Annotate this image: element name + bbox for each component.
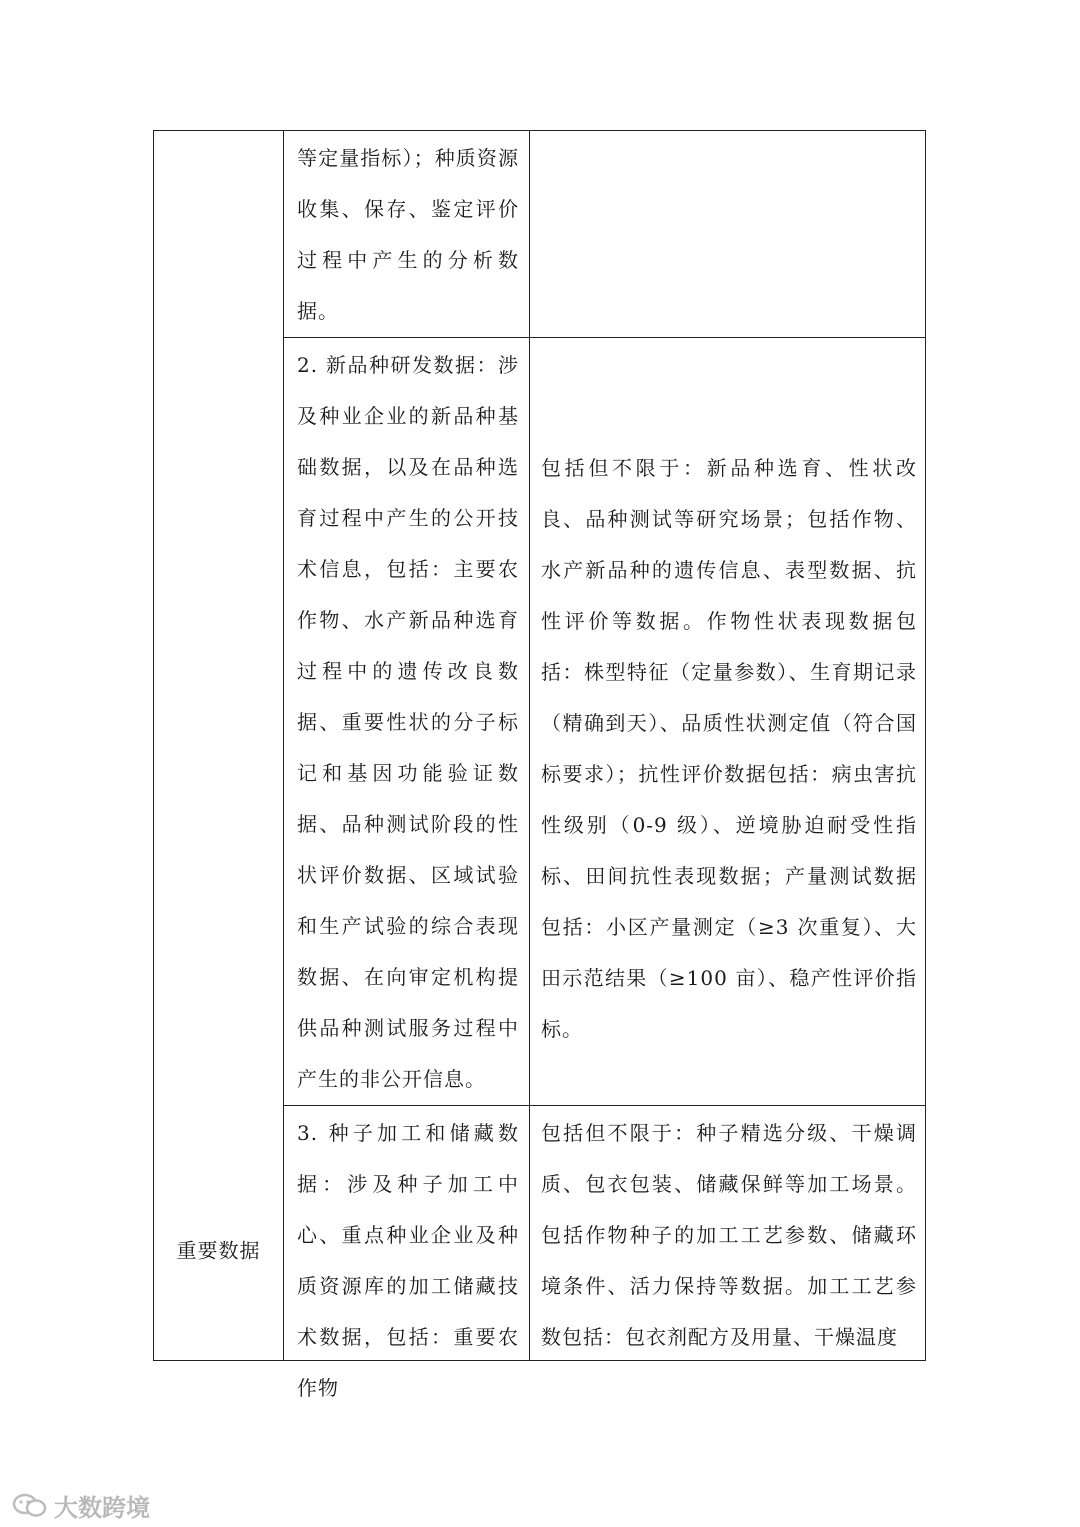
data-classification-table	[153, 130, 926, 1400]
row2-description: 2. 新品种研发数据：涉及种业企业的新品种基础数据，以及在品种选育过程中产生的公开技术信息，包括：主要农作物、水产新品种选育过程中的遗传改良数据、重要性状的分子标记和基因功能验证数据、品种测试阶段的性状评价数据、区域试验和生产试验的综合表现数据、在向审定机构提供品种测试服务过程中产生的非公开信息。	[297, 353, 519, 1091]
wechat-logo-icon	[12, 1493, 48, 1519]
row3-description: 3. 种子加工和储藏数据：涉及种子加工中心、重点种业企业及种质资源库的加工储藏技术数据，包括：重要农作物	[297, 1121, 519, 1400]
watermark-text: 大数跨境	[54, 1494, 150, 1522]
row1-description: 等定量指标）；种质资源收集、保存、鉴定评价过程中产生的分析数据。	[297, 146, 519, 323]
table-row	[154, 131, 926, 338]
category-cell	[154, 131, 284, 1361]
row2-scope: 包括但不限于：新品种选育、性状改良、品种测试等研究场景；包括作物、水产新品种的遗传信息、表型数据、抗性评价等数据。作物性状表现数据包括：株型特征（定量参数）、生育期记录（精确到天）、品质性状测定值（符合国标要求）；抗性评价数据包括：病虫害抗性级别（0-9 级）、逆境胁迫耐受性指标、田间抗性表现数据；产量测试数据包括：小区产量测定（≥3 次重复）、大田示范结果（≥100 亩）、稳产性评价指标。	[541, 456, 917, 1041]
category-label: 重要数据	[176, 1238, 261, 1263]
row1-scope	[530, 131, 925, 133]
row3-scope: 包括但不限于：种子精选分级、干燥调质、包衣包装、储藏保鲜等加工场景。包括作物种子的加工工艺参数、储藏环境条件、活力保持等数据。加工工艺参数包括：包衣剂配方及用量、干燥温度	[541, 1121, 917, 1349]
watermark	[12, 1488, 150, 1523]
